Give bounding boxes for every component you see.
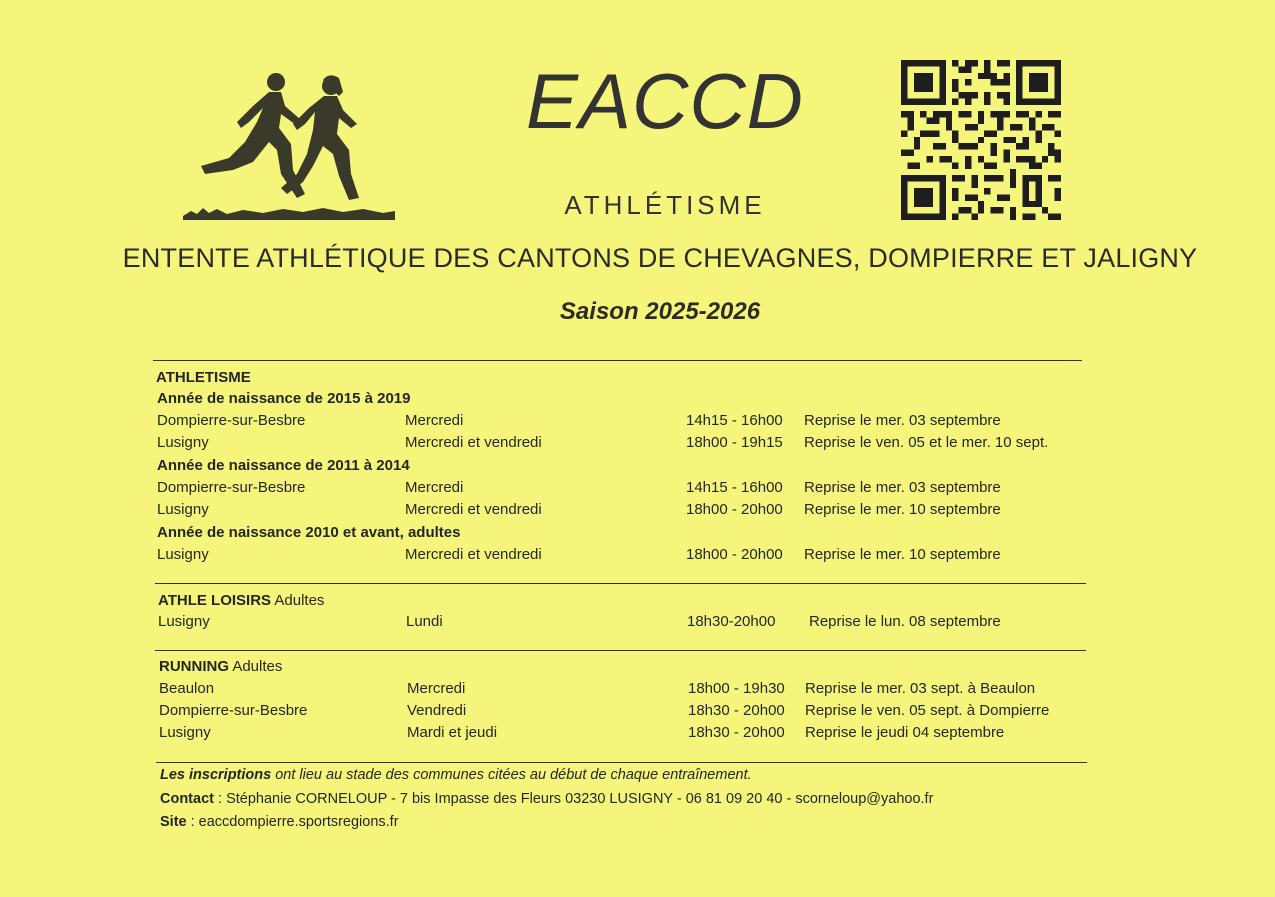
place: Lusigny	[157, 546, 209, 563]
days: Mardi et jeudi	[407, 724, 498, 741]
section-title-running	[159, 658, 282, 675]
group-label: Année de naissance de 2011 à 2014	[157, 457, 410, 474]
club-full-name: ENTENTE ATHLÉTIQUE DES CANTONS DE CHEVAGNES, DOMPIERRE ET JALIGNY	[122, 243, 1198, 273]
group-label: Année de naissance 2010 et avant, adultes	[157, 524, 461, 541]
schedule-row	[0, 724, 1275, 744]
divider	[155, 583, 1086, 584]
inscriptions-label: Les inscriptions	[160, 767, 272, 783]
section-title-loisirs	[158, 592, 324, 609]
discipline-subtitle: ATHLÉTISME	[564, 190, 766, 220]
place: Lusigny	[157, 501, 209, 518]
place: Dompierre-sur-Besbre	[157, 479, 306, 496]
section-suffix: Adultes	[271, 592, 325, 609]
time: 18h00 - 20h00	[686, 546, 783, 563]
schedule-row	[0, 680, 1275, 700]
place: Lusigny	[157, 434, 209, 451]
contact-text: : Stéphanie CORNELOUP - 7 bis Impasse des Fleurs 03230 LUSIGNY - 06 81 09 20 40 - scorneloup@yahoo.fr	[213, 791, 934, 807]
site-text: : eaccdompierre.sportsregions.fr	[186, 814, 399, 830]
time: 18h30-20h00	[687, 613, 776, 630]
place: Beaulon	[159, 680, 215, 697]
place: Dompierre-sur-Besbre	[159, 702, 308, 719]
schedule-row	[0, 546, 1275, 566]
contact-line	[160, 791, 933, 807]
days: Mercredi	[407, 680, 466, 697]
place: Lusigny	[159, 724, 211, 741]
schedule-row	[0, 702, 1275, 722]
resume-note: Reprise le mer. 03 septembre	[804, 479, 1001, 496]
runners-silhouette-icon	[183, 70, 395, 220]
days: Mercredi et vendredi	[405, 501, 542, 518]
site-line	[160, 814, 399, 830]
inscriptions-text: ont lieu au stade des communes citées au début de chaque entraînement.	[271, 767, 752, 783]
time: 14h15 - 16h00	[686, 479, 783, 496]
schedule-row	[0, 613, 1275, 633]
time: 18h00 - 20h00	[686, 501, 783, 518]
divider	[153, 360, 1082, 361]
resume-note: Reprise le mer. 10 septembre	[804, 546, 1001, 563]
site-label: Site	[160, 814, 187, 830]
time: 14h15 - 16h00	[686, 412, 783, 429]
resume-note: Reprise le mer. 03 sept. à Beaulon	[805, 680, 1036, 697]
resume-note: Reprise le mer. 10 septembre	[804, 501, 1001, 518]
section-name: ATHLE LOISIRS	[158, 592, 272, 609]
schedule-row	[0, 434, 1275, 454]
resume-note: Reprise le ven. 05 sept. à Dompierre	[805, 702, 1050, 719]
time: 18h30 - 20h00	[688, 702, 785, 719]
days: Mercredi et vendredi	[405, 434, 542, 451]
schedule-row	[0, 479, 1275, 499]
qr-code-icon	[901, 60, 1061, 220]
resume-note: Reprise le mer. 03 septembre	[804, 412, 1001, 429]
days: Mercredi	[405, 412, 464, 429]
resume-note: Reprise le jeudi 04 septembre	[805, 724, 1005, 741]
divider	[156, 762, 1087, 763]
contact-label: Contact	[160, 791, 214, 807]
place: Lusigny	[158, 613, 210, 630]
section-name: RUNNING	[159, 658, 229, 675]
place: Dompierre-sur-Besbre	[157, 412, 306, 429]
section-title-athletisme: ATHLETISME	[156, 369, 251, 386]
days: Mercredi et vendredi	[405, 546, 542, 563]
brand-title: EACCD	[525, 57, 805, 145]
time: 18h30 - 20h00	[688, 724, 785, 741]
resume-note: Reprise le lun. 08 septembre	[809, 613, 1001, 630]
time: 18h00 - 19h15	[686, 434, 783, 451]
days: Mercredi	[405, 479, 464, 496]
season-title: Saison 2025-2026	[559, 298, 761, 325]
time: 18h00 - 19h30	[688, 680, 785, 697]
divider	[155, 650, 1086, 651]
days: Vendredi	[407, 702, 467, 719]
inscriptions-note	[160, 767, 752, 783]
days: Lundi	[406, 613, 443, 630]
schedule-row	[0, 501, 1275, 521]
section-suffix: Adultes	[229, 658, 283, 675]
schedule-row	[0, 412, 1275, 432]
resume-note: Reprise le ven. 05 et le mer. 10 sept.	[804, 434, 1049, 451]
group-label: Année de naissance de 2015 à 2019	[157, 390, 411, 407]
